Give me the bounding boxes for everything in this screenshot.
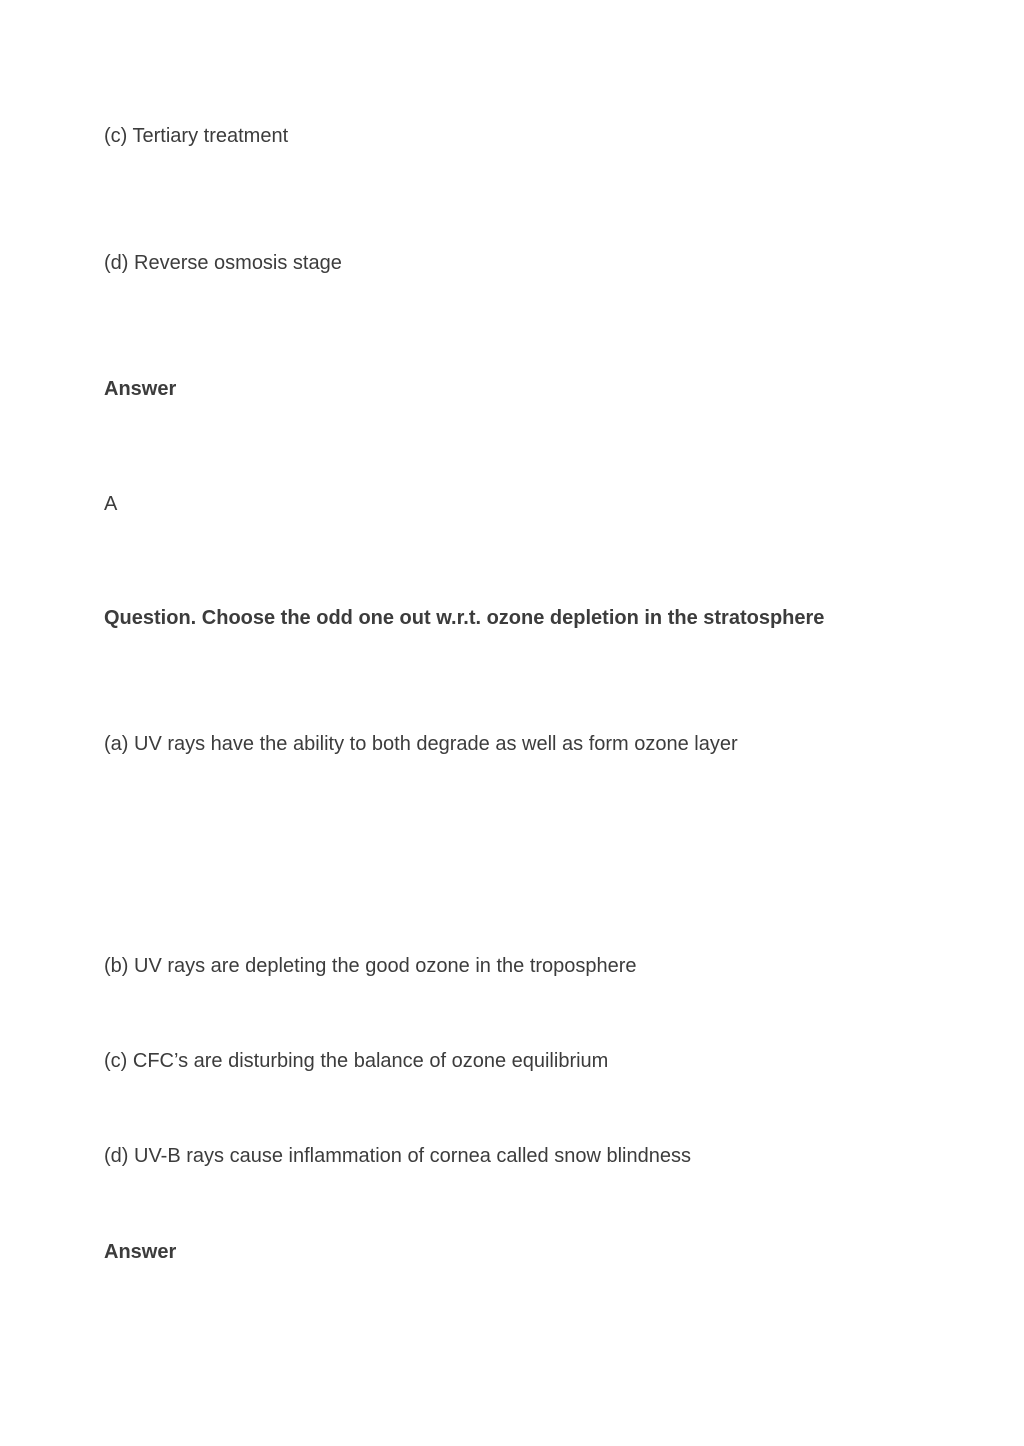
answer-value-1: A <box>104 493 118 515</box>
option-a: (a) UV rays have the ability to both degrade as well as form ozone layer <box>104 733 738 755</box>
option-c: (c) CFC’s are disturbing the balance of ozone equilibrium <box>104 1050 609 1072</box>
option-d-prev: (d) Reverse osmosis stage <box>104 252 342 274</box>
question-heading: Question. Choose the odd one out w.r.t. ozone depletion in the stratosphere <box>104 607 825 629</box>
answer-heading-1: Answer <box>104 378 177 400</box>
option-c-prev: (c) Tertiary treatment <box>104 125 289 147</box>
answer-heading-2: Answer <box>104 1241 177 1263</box>
option-d: (d) UV-B rays cause inflammation of cornea called snow blindness <box>104 1145 691 1167</box>
option-b: (b) UV rays are depleting the good ozone in the troposphere <box>104 955 637 977</box>
